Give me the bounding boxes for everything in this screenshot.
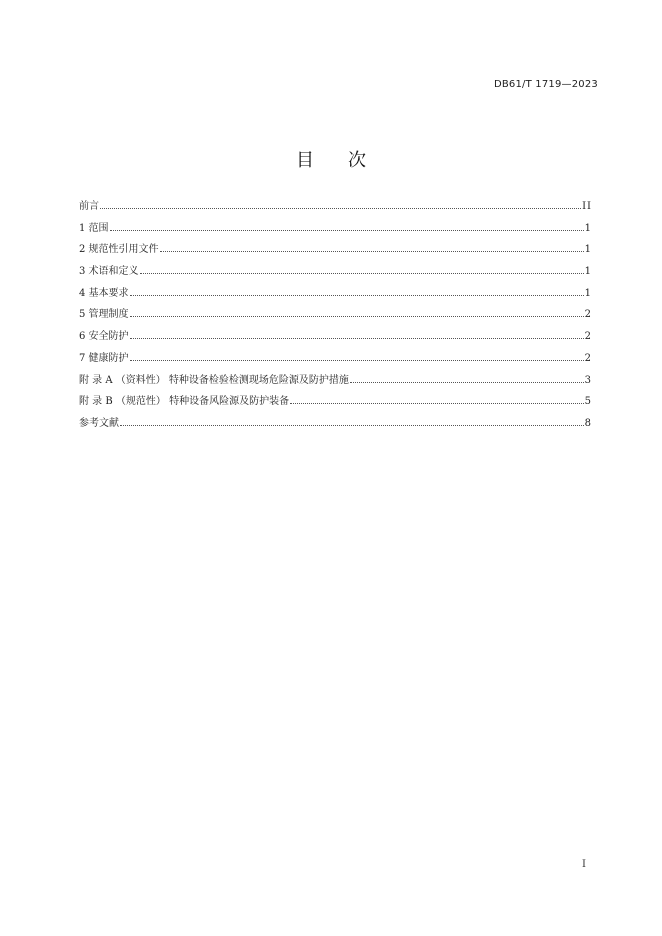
toc-entry-page: 1 <box>584 287 592 299</box>
toc-entry-label: 附 录 B （规范性） 特种设备风险源及防护装备 <box>79 396 290 408</box>
toc-entry-page: 2 <box>584 309 592 321</box>
toc-entry-page: 3 <box>584 374 592 386</box>
toc-leader-dots <box>100 208 581 209</box>
toc-entry-health-protection[interactable] <box>79 351 592 373</box>
toc-title <box>0 146 662 172</box>
toc-entry-label: 5 管理制度 <box>79 309 129 321</box>
toc-entry-label: 1 范围 <box>79 222 109 234</box>
toc-entry-label: 2 规范性引用文件 <box>79 244 159 256</box>
toc-entry-page: 1 <box>584 222 592 234</box>
toc-entry-page: 5 <box>584 396 592 408</box>
toc-entry-label: 4 基本要求 <box>79 287 129 299</box>
toc-entry-foreword[interactable] <box>79 199 592 221</box>
toc-title-part2: 次 <box>348 150 366 171</box>
toc-leader-dots <box>110 230 584 231</box>
toc-entry-bibliography[interactable] <box>79 416 592 438</box>
toc-entry-appendix-a[interactable] <box>79 373 592 395</box>
page-number: I <box>582 859 586 870</box>
toc-entry-page: II <box>582 201 592 212</box>
toc-entry-label: 参考文献 <box>79 417 119 429</box>
toc-leader-dots <box>130 295 584 296</box>
toc-entry-appendix-b[interactable] <box>79 394 592 416</box>
toc-leader-dots <box>140 273 584 274</box>
toc-entry-page: 1 <box>584 266 592 278</box>
toc-entry-page: 2 <box>584 331 592 343</box>
document-code: DB61/T 1719—2023 <box>493 79 598 90</box>
toc-leader-dots <box>290 403 584 404</box>
toc-entry-page: 8 <box>584 417 592 429</box>
toc-leader-dots <box>130 316 584 317</box>
toc-entry-label: 6 安全防护 <box>79 331 129 343</box>
toc-title-part1: 目 <box>296 150 314 171</box>
toc-entry-basic-requirements[interactable] <box>79 286 592 308</box>
toc-leader-dots <box>130 338 584 339</box>
toc-entry-scope[interactable] <box>79 221 592 243</box>
toc-entry-label: 3 术语和定义 <box>79 266 139 278</box>
toc-leader-dots <box>120 425 584 426</box>
toc-entry-label: 7 健康防护 <box>79 352 129 364</box>
toc-leader-dots <box>350 382 584 383</box>
toc-entry-page: 2 <box>584 352 592 364</box>
toc-entry-terms-definitions[interactable] <box>79 264 592 286</box>
toc-leader-dots <box>130 360 584 361</box>
toc-entry-safety-protection[interactable] <box>79 329 592 351</box>
toc-entry-page: 1 <box>584 244 592 256</box>
toc-entry-normative-references[interactable] <box>79 242 592 264</box>
toc-entry-management-system[interactable] <box>79 307 592 329</box>
table-of-contents <box>79 199 592 438</box>
toc-entry-label: 前言 <box>79 201 99 212</box>
toc-leader-dots <box>160 251 584 252</box>
toc-entry-label: 附 录 A （资料性） 特种设备检验检测现场危险源及防护措施 <box>79 374 349 386</box>
